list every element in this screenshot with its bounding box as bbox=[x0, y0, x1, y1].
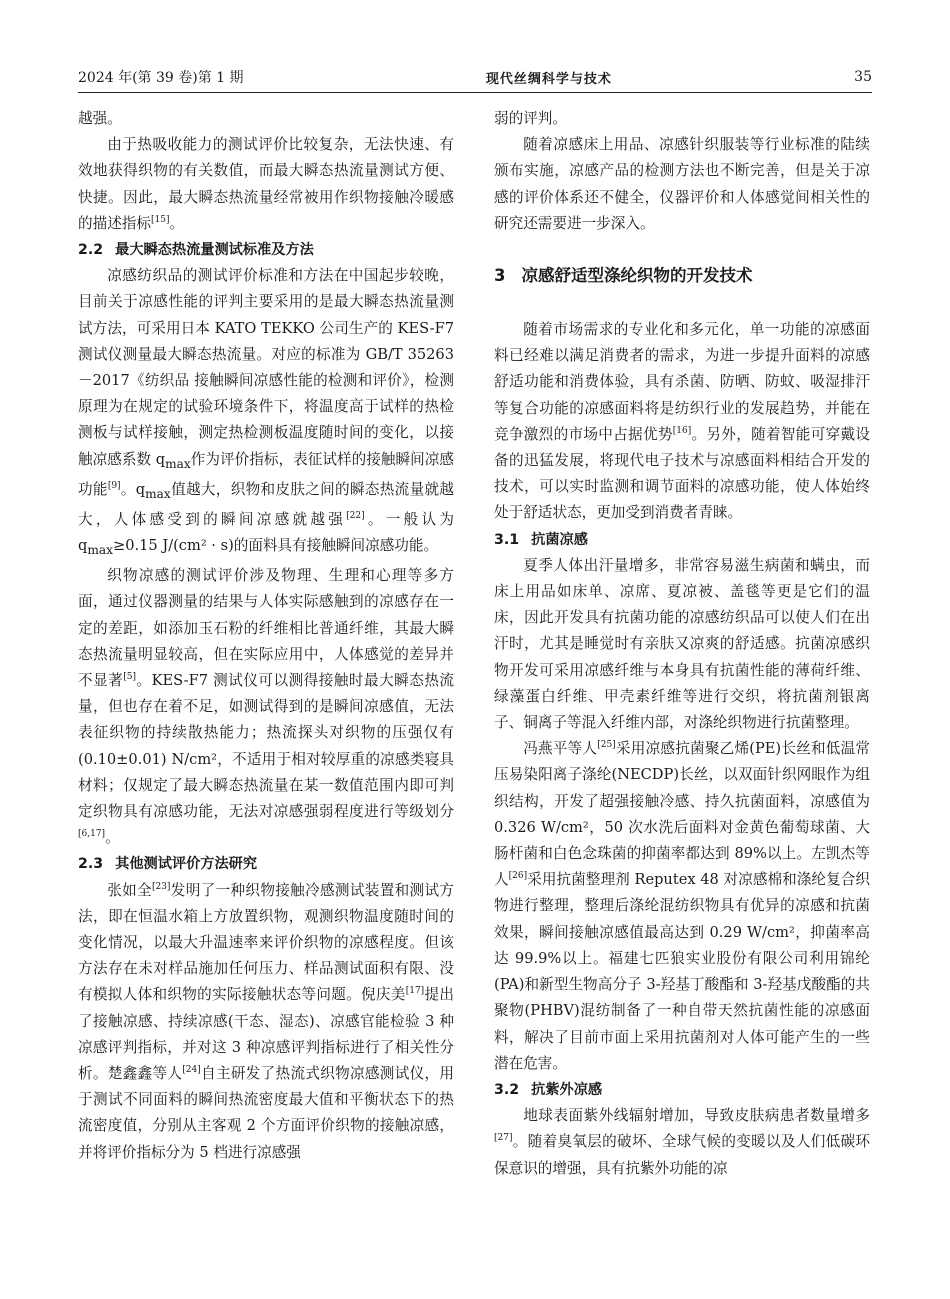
citation: [22] bbox=[346, 511, 365, 521]
paragraph: 凉感纺织品的测试评价标准和方法在中国起步较晚，目前关于凉感性能的评判主要采用的是最大瞬态热流量测试方法，可采用日本 KATO TEKKO 公司生产的 KES-F7 测试仪测量最大瞬态热流量。对应的标准为 GB/T 35263－2017《纺织品 接触瞬间凉感性能的检测和评价》，检测原理为在规定的试验环境条件下，将温度高于试样的热检测板与试样接触，测定热检测板温度随时间的变化，以接触凉感系数 $q_{max}$作为评价指标，表征试样的接触瞬间凉感功能[9]。$q_{max}$值越大，织物和皮肤之间的瞬态热流量就越大，人体感受到的瞬间凉感就越强[22]。一般认为 $q_{max}\ge 0.15$ J/(cm² · s)的面料具有接触瞬间凉感功能。 bbox=[78, 267, 454, 557]
right-column bbox=[494, 106, 870, 1182]
page-number: 35 bbox=[854, 69, 872, 85]
paragraph: 夏季人体出汗量增多，非常容易滋生病菌和螨虫，而床上用品如床单、凉席、夏凉被、盖毯等更是它们的温床，因此开发具有抗菌功能的凉感纺织品可以使人们在出汗时，尤其是睡觉时有亲肤又凉爽的舒适感。抗菌凉感织物开发可采用凉感纤维与本身具有抗菌性能的薄荷纤维、绿藻蛋白纤维、甲壳素纤维等进行交织，将抗菌剂银离子、铜离子等混入纤维内部，对涤纶织物进行抗菌整理。 bbox=[494, 556, 870, 732]
citation: [27] bbox=[494, 1133, 513, 1144]
paragraph: 由于热吸收能力的测试评价比较复杂，无法快速、有效地获得织物的有关数值，而最大瞬态热流量测试方便、快捷。因此，最大瞬态热流量经常被用作织物接触冷暖感的描述指标[15]。 bbox=[78, 136, 454, 232]
section-heading-2-2: 2.2 最大瞬态热流量测试标准及方法 bbox=[78, 242, 314, 259]
paragraph: 冯燕平等人[25]采用凉感抗菌聚乙烯(PE)长丝和低温常压易染阳离子涤纶(NECDP)长丝，以双面针织网眼作为组织结构，开发了超强接触冷感、持久抗菌面料，凉感值为 0.326 W/cm²，50 次水洗后面料对金黄色葡萄球菌、大肠杆菌和白色念珠菌的抑菌率都达到 89%以上。左凯杰等人[26]采用抗菌整理剂 Reputex 48 对凉感棉和涤纶复合织物进行整理，整理后涤纶混纺织物具有优异的凉感和抗菌效果，瞬间接触凉感值最高达到 0.29 W/cm²，抑菌率高达 99.9%以上。福建七匹狼实业股份有限公司利用锦纶(PA)和新型生物高分子 3-羟基丁酸酯和 3-羟基戊酸酯的共聚物(PHBV)混纺制备了一种自带天然抗菌性能的凉感面料，解决了目前市面上采用抗菌剂对人体可能产生的一些潜在危害。 bbox=[494, 740, 870, 1072]
paragraph: 弱的评判。 bbox=[494, 110, 567, 127]
paragraph: 地球表面紫外线辐射增加，导致皮肤病患者数量增多[27]。随着臭氧层的破坏、全球气候的变暖以及人们低碳环保意识的增强，具有抗紫外功能的凉 bbox=[494, 1107, 870, 1177]
paragraph: 张如全[23]发明了一种织物接触冷感测试装置和测试方法，即在恒温水箱上方放置织物，观测织物温度随时间的变化情况，以最大升温速率来评价织物的凉感程度。但该方法存在未对样品施加任何压力、样品测试面积有限、没有模拟人体和织物的实际接触状态等问题。倪庆美[17]提出了接触凉感、持续凉感(干态、湿态)、凉感官能检验 3 种凉感评判指标，并对这 3 种凉感评判指标进行了相关性分析。楚鑫鑫等人[24]自主研发了热流式织物凉感测试仪，用于测试不同面料的瞬间热流密度最大值和平衡状态下的热流密度值，分别从主客观 2 个方面评价织物的接触凉感，并将评价指标分为 5 档进行凉感强 bbox=[78, 881, 454, 1161]
section-heading-3-1: 3.1 抗菌凉感 bbox=[494, 531, 588, 548]
running-header bbox=[78, 66, 872, 88]
citation: [5] bbox=[123, 672, 137, 683]
paragraph: 织物凉感的测试评价涉及物理、生理和心理等多方面，通过仪器测量的结果与人体实际感触到的凉感存在一定的差距，如添加玉石粉的纤维相比普通纤维，其最大瞬态热流量明显较高，但在实际应用中，人体感觉的差异并不显著[5]。KES-F7 测试仪可以测得接触时最大瞬态热流量，但也存在着不足，如测试得到的是瞬间凉感值，无法表征织物的持续散热能力；热流探头对织物的压强仅有(0.10±0.01) N/cm²，不适用于相对较厚重的凉感类寝具材料；仅规定了最大瞬态热流量在某一数值范围内即可判定织物具有凉感功能，无法对凉感强弱程度进行等级划分[6,17]。 bbox=[78, 567, 454, 847]
journal-issue: 2024 年(第 39 卷)第 1 期 bbox=[78, 70, 244, 86]
citation: [15] bbox=[150, 214, 170, 225]
citation: [23] bbox=[151, 881, 171, 892]
left-column bbox=[78, 106, 454, 1166]
citation: [24] bbox=[182, 1065, 201, 1076]
header-rule bbox=[78, 92, 872, 93]
paragraph: 越强。 bbox=[78, 110, 122, 127]
citation: [17] bbox=[405, 986, 425, 997]
journal-title: 现代丝绸科学与技术 bbox=[485, 71, 612, 87]
section-heading-3-2: 3.2 抗紫外凉感 bbox=[494, 1081, 603, 1098]
citation: [6,17] bbox=[78, 829, 106, 840]
section-heading-3: 3 凉感舒适型涤纶织物的开发技术 bbox=[494, 266, 753, 286]
citation: [26] bbox=[508, 871, 528, 882]
citation: [9] bbox=[107, 480, 121, 491]
citation: [25] bbox=[597, 740, 616, 751]
paragraph: 随着市场需求的专业化和多元化，单一功能的凉感面料已经难以满足消费者的需求，为进一步提升面料的凉感舒适功能和消费体验，具有杀菌、防晒、防蚊、吸湿排汗等复合功能的凉感面料将是纺织行业的发展趋势，并能在竞争激烈的市场中占据优势[16]。另外，随着智能可穿戴设备的迅猛发展，将现代电子技术与凉感面料相结合开发的技术，可以实时监测和调节面料的凉感功能，使人体始终处于舒适状态，更加受到消费者青睐。 bbox=[494, 321, 870, 522]
section-heading-2-3: 2.3 其他测试评价方法研究 bbox=[78, 856, 258, 873]
paragraph: 随着凉感床上用品、凉感针织服装等行业标准的陆续颁布实施，凉感产品的检测方法也不断完善，但是关于凉感的评价体系还不健全，仪器评价和人体感觉间相关性的研究还需要进一步深入。 bbox=[494, 136, 870, 232]
citation: [16] bbox=[672, 425, 692, 436]
